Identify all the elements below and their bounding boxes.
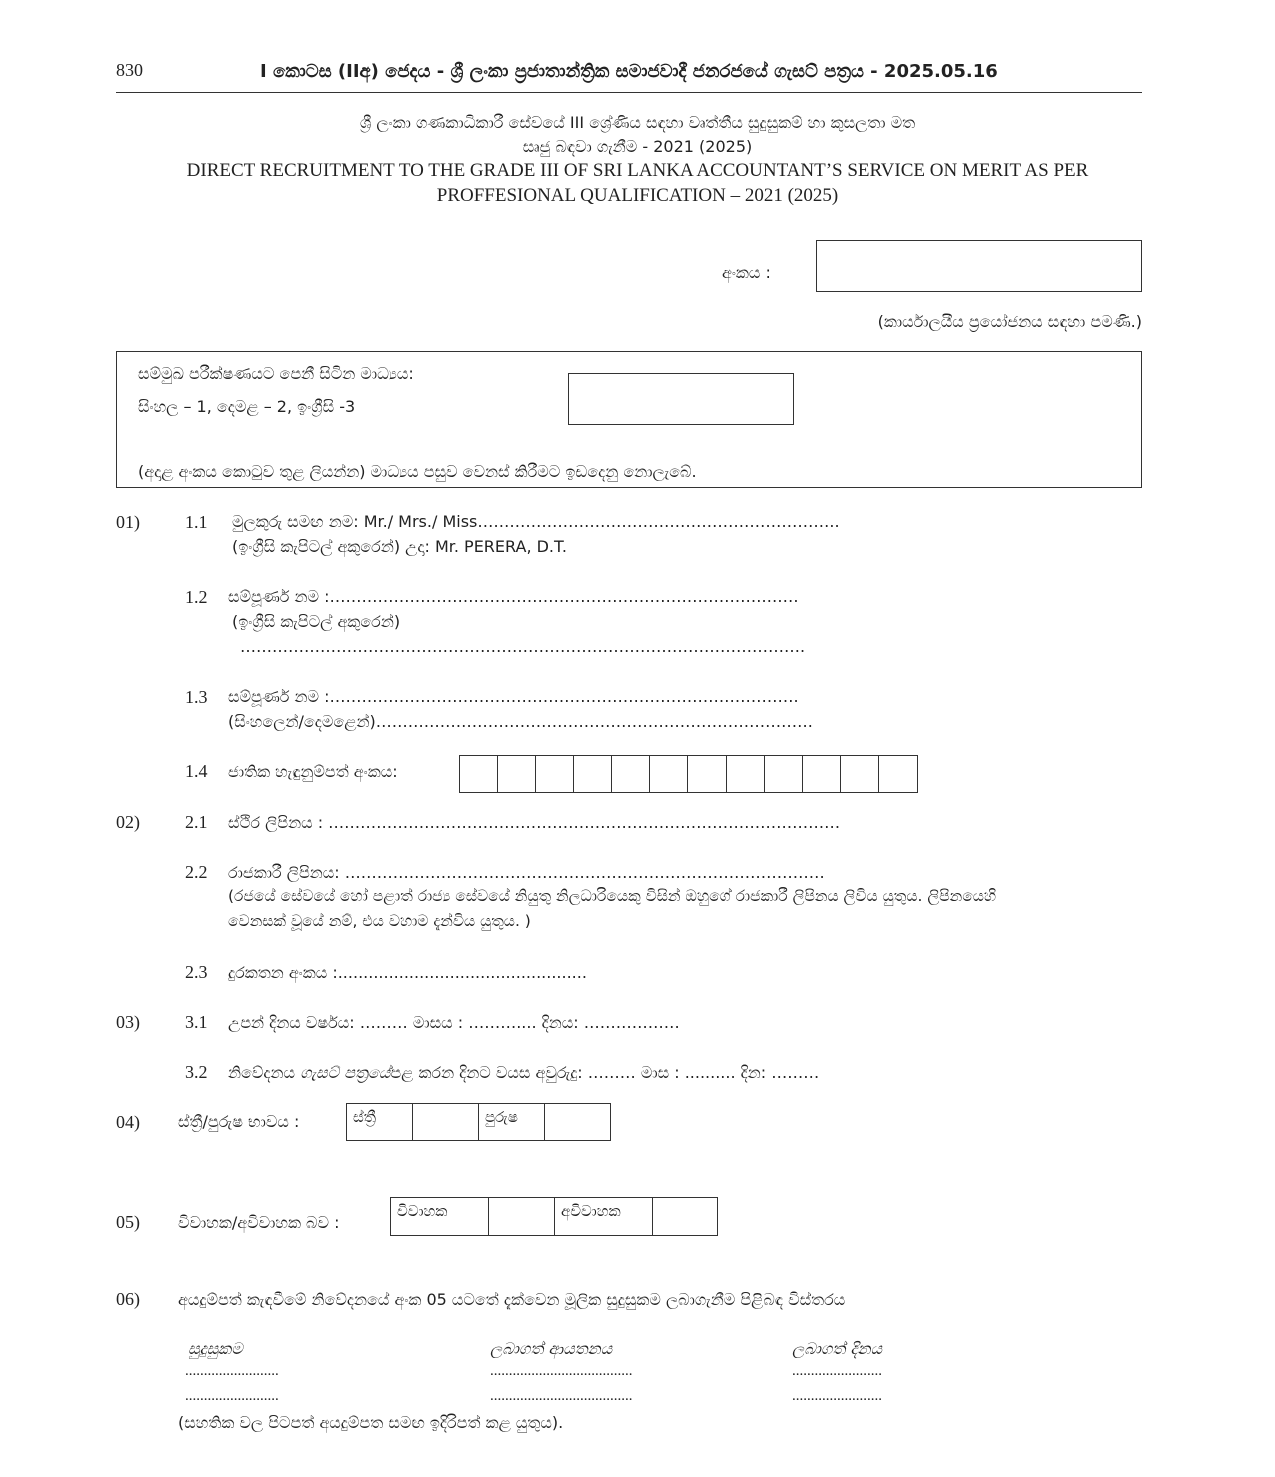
nic-label: ජාතික හැඳුනුම්පත් අංකය:	[228, 762, 398, 781]
official-address-note-line2: වෙනසක් වූයේ නම්, එය වහාම දැන්විය යුතුය. )	[228, 912, 531, 930]
married-label: විවාහක	[391, 1198, 489, 1235]
running-header: I කොටස (IIඅ) ජෙදය - ශ්‍රී ලංකා ප්‍රජාතාන්ත්‍රික සමාජවාදී ජනරජයේ ගැසට් පත්‍රය - 2025.05.16	[260, 61, 998, 82]
section-06-number: 06)	[116, 1289, 140, 1309]
title-si-line2: සෘජු බඳවා ගැනීම - 2021 (2025)	[522, 137, 753, 156]
item-2-2-number: 2.2	[185, 862, 208, 882]
unmarried-label: අවිවාහක	[555, 1198, 653, 1235]
item-1-4-number: 1.4	[185, 761, 208, 781]
medium-label: සම්මුඛ පරීක්ෂණයට පෙනී සිටින මාධ්‍යය:	[138, 364, 414, 383]
full-name-english-line2[interactable]: …………………………………………………………………………………………….	[240, 637, 806, 656]
qualification-row2-field[interactable]: .........................	[185, 1388, 279, 1404]
date-row2-field[interactable]: ........................	[792, 1388, 882, 1404]
gender-label: ස්ත්‍රී/පුරුෂ භාවය :	[178, 1112, 300, 1131]
nic-digit-box[interactable]	[612, 756, 650, 792]
date-obtained-column-header: ලබාගත් දිනය	[792, 1339, 883, 1358]
nic-digit-box[interactable]	[803, 756, 841, 792]
official-address-note-line1: (රජයේ සේවයේ හෝ පළාත් රාජ්‍ය සේවයේ නියුතු නිලධාරියෙකු විසින් ඔහුගේ රාජකාරී ලිපිනය ලිවිය යුතුය. ලිපිනයෙහි	[228, 887, 997, 905]
section-01-number: 01)	[116, 512, 140, 532]
age-field[interactable]: නිවේදනය ගැසට් පත්‍රයේපළ කරන දිනට වයස අවුරුදු: ……… මාස : .......... දින: ………	[228, 1063, 820, 1082]
item-2-3-number: 2.3	[185, 962, 208, 982]
nic-digit-box[interactable]	[574, 756, 612, 792]
office-use-note: (කාර්යාලයීය ප්‍රයෝජනය සඳහා පමණි.)	[877, 312, 1142, 331]
full-name-native-line2[interactable]: (සිංහලෙන්/දෙමළෙන්)……………………………………………………………………….	[228, 712, 813, 731]
married-box[interactable]	[489, 1198, 555, 1235]
page-number: 830	[116, 60, 143, 80]
initials-name-hint: (ඉංග්‍රීසි කැපිටල් අකුරෙන්) උදා: Mr. PERERA, D.T.	[232, 537, 567, 556]
nic-input-grid	[459, 755, 918, 793]
item-1-3-number: 1.3	[185, 687, 208, 707]
qualification-row1-field[interactable]: .........................	[185, 1363, 279, 1379]
nic-digit-box[interactable]	[841, 756, 879, 792]
nic-digit-box[interactable]	[460, 756, 498, 792]
title-en-line2: PROFFESIONAL QUALIFICATION – 2021 (2025)	[436, 185, 839, 206]
nic-digit-box[interactable]	[650, 756, 688, 792]
institution-row2-field[interactable]: ......................................	[490, 1388, 633, 1404]
institution-column-header: ලබාගත් ආයතනය	[490, 1339, 613, 1358]
phone-number-field[interactable]: දුරකතන අංකය :.................................................	[228, 963, 587, 982]
header-rule	[116, 92, 1142, 93]
marital-status-label: විවාහක/අවිවාහක බව :	[178, 1213, 340, 1232]
full-name-english-hint: (ඉංග්‍රීසි කැපිටල් අකුරෙන්)	[232, 612, 401, 631]
medium-note: (අදාළ අංකය කොටුව තුළ ලියන්න) මාධ්‍යය පසුව වෙනස් කිරීමට ඉඩදෙනු නොලැබේ.	[138, 462, 697, 481]
gender-table	[346, 1103, 611, 1141]
number-label: අංකය :	[722, 263, 771, 282]
medium-options: සිංහල – 1, දෙමළ – 2, ඉංග්‍රීසි -3	[138, 397, 356, 416]
full-name-native-field[interactable]: සම්පූර්ණ නම :…………………………………………………………………………….	[228, 687, 799, 706]
nic-digit-box[interactable]	[727, 756, 765, 792]
title-si-line1: ශ්‍රී ලංකා ගණකාධිකාරී සේවයේ III ශ්‍රේණිය සඳහා වෘත්තීය සුදුසුකම් හා කුසලතා මත	[359, 113, 916, 132]
certificates-note: (සහතික වල පිටපත් අයදුම්පත සමඟ ඉදිරිපත් කළ යුතුය).	[178, 1413, 564, 1432]
date-row1-field[interactable]: ........................	[792, 1363, 882, 1379]
official-address-field[interactable]: රාජකාරී ලිපිනය: ………………………………………………………………………………	[228, 863, 825, 882]
gender-female-box[interactable]	[413, 1104, 479, 1140]
marital-status-table	[390, 1197, 718, 1236]
nic-digit-box[interactable]	[879, 756, 917, 792]
initials-name-field[interactable]: මුලකුරු සමඟ නම: Mr./ Mrs./ Miss…………………………………………………………..	[232, 512, 840, 531]
title-en-line1: DIRECT RECRUITMENT TO THE GRADE III OF SRI LANKA ACCOUNTANT’S SERVICE ON MERIT AS PER	[186, 160, 1089, 181]
nic-digit-box[interactable]	[536, 756, 574, 792]
item-3-1-number: 3.1	[185, 1012, 208, 1032]
gender-female-label: ස්ත්‍රී	[347, 1104, 413, 1140]
nic-digit-box[interactable]	[498, 756, 536, 792]
item-3-2-number: 3.2	[185, 1062, 208, 1082]
full-name-english-field[interactable]: සම්පූර්ණ නම :……………………………………………………………………….……	[228, 587, 799, 606]
unmarried-box[interactable]	[653, 1198, 717, 1235]
qualification-description: අයදුම්පත් කැඳවීමේ නිවේදනයේ අංක 05 යටතේ දැක්වෙන මූලික සුදුසුකම ලබාගැනීම පිළිබඳ විස්තරය	[178, 1290, 846, 1309]
number-box[interactable]	[816, 240, 1142, 292]
gender-male-label: පුරුෂ	[479, 1104, 545, 1140]
section-05-number: 05)	[116, 1212, 140, 1232]
permanent-address-field[interactable]: ස්ථිර ලිපිනය : ……………………………………………………………………………………	[228, 813, 841, 832]
section-02-number: 02)	[116, 812, 140, 832]
qualification-column-header: සුදුසුකම	[188, 1339, 243, 1358]
nic-digit-box[interactable]	[688, 756, 726, 792]
medium-input-box[interactable]	[568, 373, 794, 425]
institution-row1-field[interactable]: ......................................	[490, 1363, 633, 1379]
item-1-2-number: 1.2	[185, 587, 208, 607]
nic-digit-box[interactable]	[765, 756, 803, 792]
section-03-number: 03)	[116, 1012, 140, 1032]
item-1-1-number: 1.1	[185, 512, 208, 532]
item-2-1-number: 2.1	[185, 812, 208, 832]
date-of-birth-field[interactable]: උපන් දිනය වර්ෂය: ……… මාසය : ……….... දිනය: ………………	[228, 1013, 680, 1032]
gender-male-box[interactable]	[545, 1104, 610, 1140]
section-04-number: 04)	[116, 1112, 140, 1132]
